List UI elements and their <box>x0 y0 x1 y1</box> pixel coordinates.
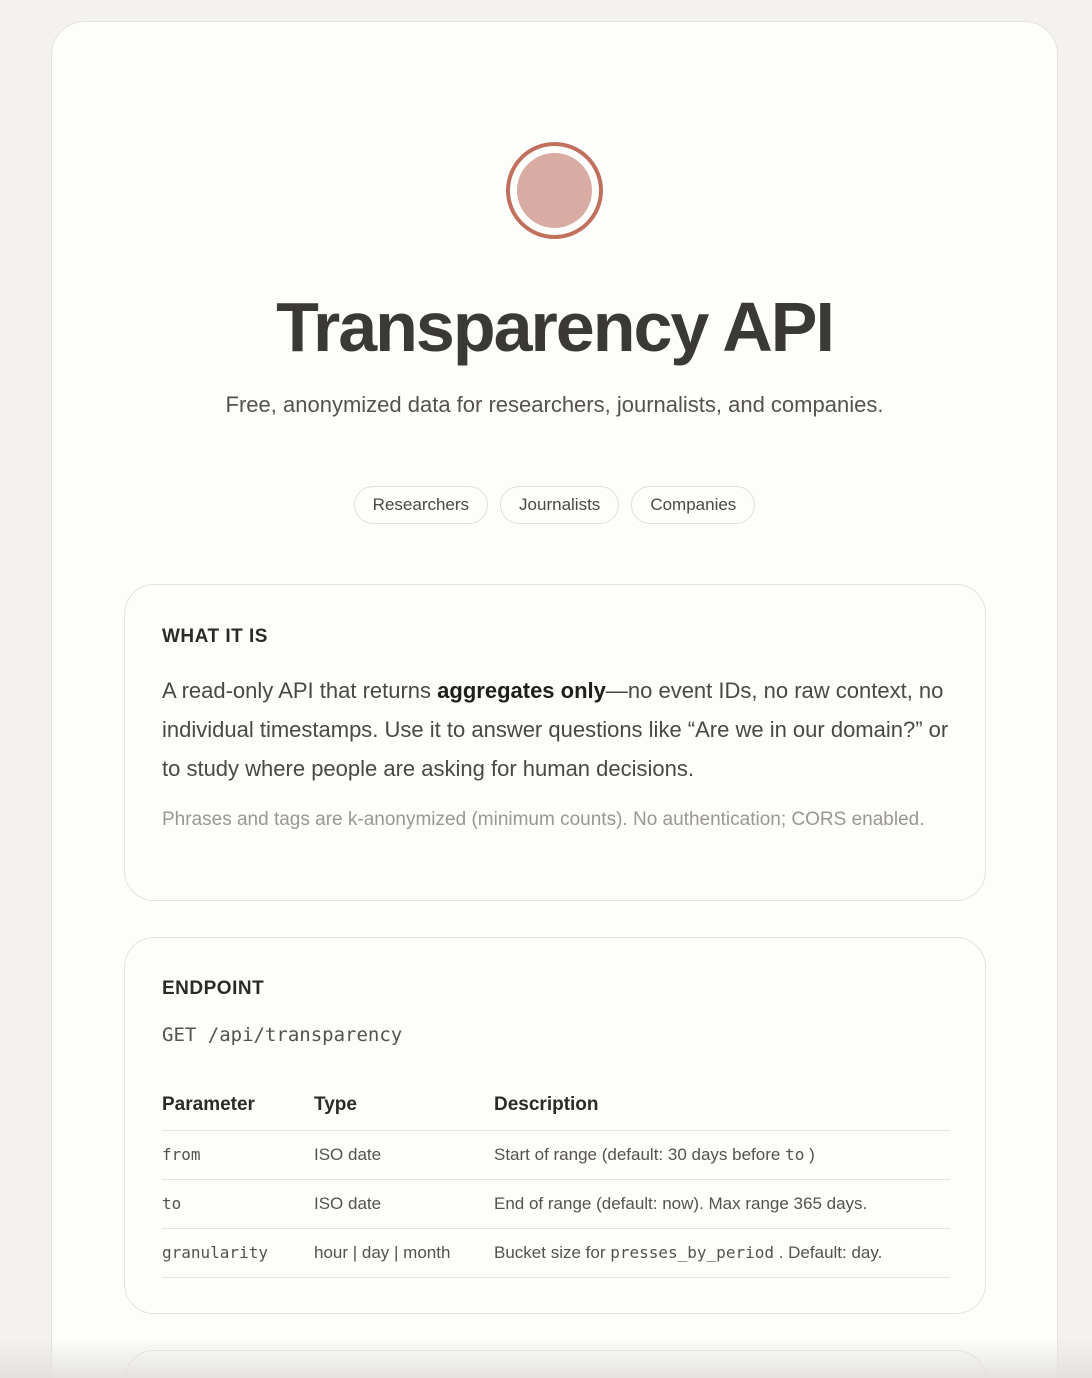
lead-text-cont: —no event IDs, no raw context, no individual timestamps. Use it to answer questions like “Are we in our domain?” or to study where people are asking for human decisions. <box>162 678 949 781</box>
audience-chips <box>52 486 1057 524</box>
endpoint-path: GET /api/transparency <box>162 1024 403 1046</box>
logo-avatar <box>506 142 603 239</box>
lead-text: A read-only API that returns <box>162 678 438 703</box>
param-name: to <box>162 1193 182 1213</box>
desc-text-cont: . Default: day. <box>773 1242 883 1262</box>
table-row <box>162 1179 950 1228</box>
param-type: ISO date <box>314 1130 494 1179</box>
page-container <box>51 21 1058 1378</box>
chip-researchers[interactable]: Researchers <box>354 486 488 524</box>
section-heading: ENDPOINT <box>162 978 265 999</box>
anonymization-note: Phrases and tags are k-anonymized (minimum counts). No authentication; CORS enabled. <box>162 809 925 830</box>
column-header-type: Type <box>314 1080 494 1130</box>
param-type: hour | day | month <box>314 1228 494 1277</box>
table-row <box>162 1228 950 1277</box>
desc-code: presses_by_period <box>610 1242 774 1262</box>
page-title: Transparency API <box>276 288 833 366</box>
param-description <box>494 1179 950 1228</box>
param-description <box>494 1130 950 1179</box>
param-name: granularity <box>162 1242 268 1262</box>
page-subtitle: Free, anonymized data for researchers, journalists, and companies. <box>225 392 884 417</box>
section-heading: WHAT IT IS <box>162 626 268 647</box>
next-section-card <box>124 1350 986 1378</box>
desc-text-cont: ) <box>804 1144 815 1164</box>
endpoint-card <box>124 937 986 1314</box>
parameter-table <box>162 1080 950 1278</box>
what-it-is-description <box>162 671 962 788</box>
table-row <box>162 1130 950 1179</box>
desc-code: to <box>785 1144 805 1164</box>
desc-text: End of range (default: now). Max range 365 days. <box>494 1193 868 1213</box>
column-header-parameter: Parameter <box>162 1080 314 1130</box>
param-type: ISO date <box>314 1179 494 1228</box>
lead-emphasis: aggregates only <box>437 678 606 703</box>
desc-text: Bucket size for <box>494 1242 611 1262</box>
column-header-description: Description <box>494 1080 950 1130</box>
chip-journalists[interactable]: Journalists <box>500 486 619 524</box>
desc-text: Start of range (default: 30 days before <box>494 1144 786 1164</box>
table-header-row <box>162 1080 950 1130</box>
param-name: from <box>162 1144 201 1164</box>
chip-companies[interactable]: Companies <box>631 486 755 524</box>
what-it-is-card <box>124 584 986 901</box>
param-description <box>494 1228 950 1277</box>
